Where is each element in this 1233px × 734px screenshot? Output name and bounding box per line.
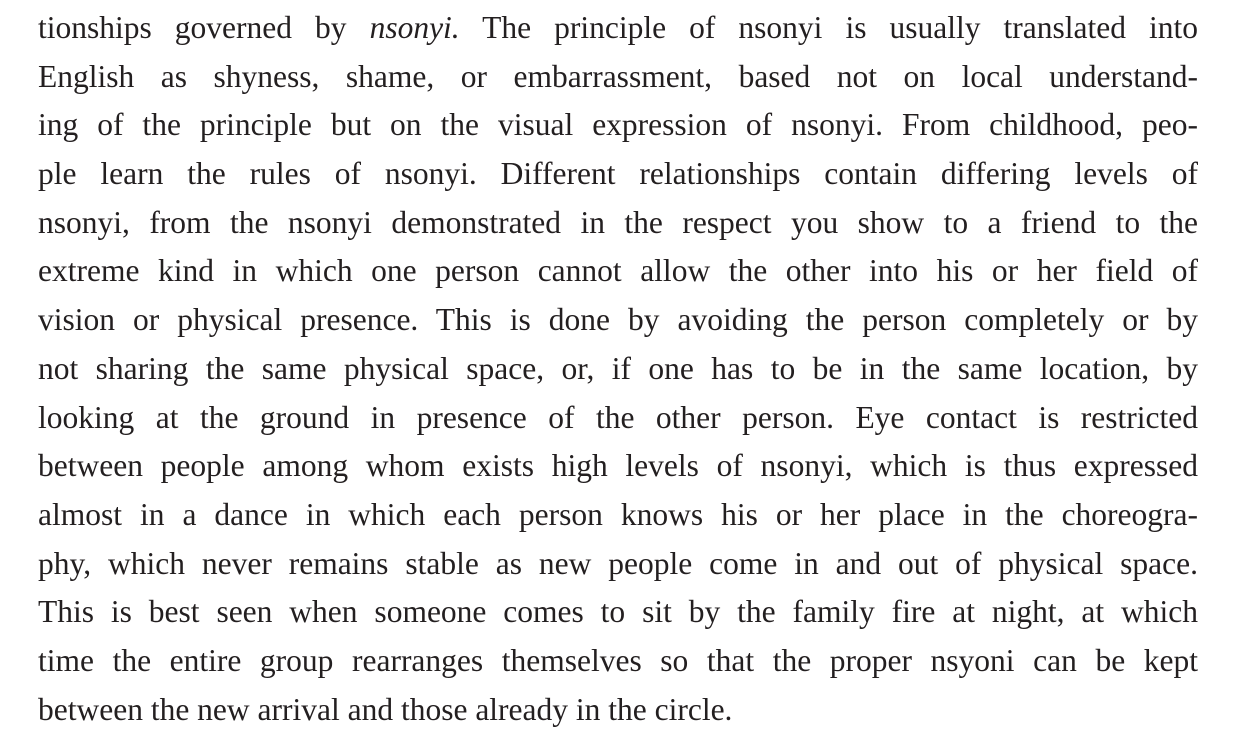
text-line	[38, 540, 1198, 589]
text-segment: looking at the ground in presence of the other person. Eye contact is restricted	[38, 399, 1198, 435]
text-line	[38, 247, 1198, 296]
text-segment: tionships governed by	[38, 10, 370, 45]
body-paragraph	[38, 4, 1198, 734]
text-line	[38, 4, 1198, 53]
text-segment: between people among whom exists high levels of nsonyi, which is thus expressed	[38, 448, 1198, 484]
text-segment: between the new arrival and those already in the circle.	[38, 691, 733, 727]
text-segment: ing of the principle but on the visual expression of nsonyi. From childhood, peo-	[38, 107, 1198, 143]
text-segment: English as shyness, shame, or embarrassment, based not on local understand-	[38, 58, 1198, 94]
text-line	[38, 588, 1198, 637]
text-segment: phy, which never remains stable as new people come in and out of physical space.	[38, 545, 1198, 581]
text-segment: This is best seen when someone comes to sit by the family fire at night, at which	[38, 594, 1198, 630]
text-line	[38, 101, 1198, 150]
text-line	[38, 442, 1198, 491]
document-page	[38, 4, 1198, 734]
text-segment: not sharing the same physical space, or, if one has to be in the same location, by	[38, 350, 1198, 386]
text-line	[38, 491, 1198, 540]
text-segment: extreme kind in which one person cannot allow the other into his or her field of	[38, 253, 1198, 289]
text-segment: time the entire group rearranges themselves so that the proper nsyoni can be kept	[38, 642, 1198, 678]
italic-term: nsonyi.	[369, 10, 460, 45]
text-segment: vision or physical presence. This is done by avoiding the person completely or by	[38, 302, 1198, 338]
text-line	[38, 345, 1198, 394]
text-line	[38, 199, 1198, 248]
text-line	[38, 686, 1198, 734]
text-segment: nsonyi, from the nsonyi demonstrated in the respect you show to a friend to the	[38, 204, 1198, 240]
text-line	[38, 637, 1198, 686]
text-line	[38, 150, 1198, 199]
text-segment: almost in a dance in which each person knows his or her place in the choreogra-	[38, 496, 1198, 532]
text-line	[38, 53, 1198, 102]
text-segment: The principle of nsonyi is usually translated into	[459, 10, 1198, 45]
text-line	[38, 296, 1198, 345]
text-segment: ple learn the rules of nsonyi. Different relationships contain differing levels of	[38, 156, 1198, 192]
text-line	[38, 394, 1198, 443]
